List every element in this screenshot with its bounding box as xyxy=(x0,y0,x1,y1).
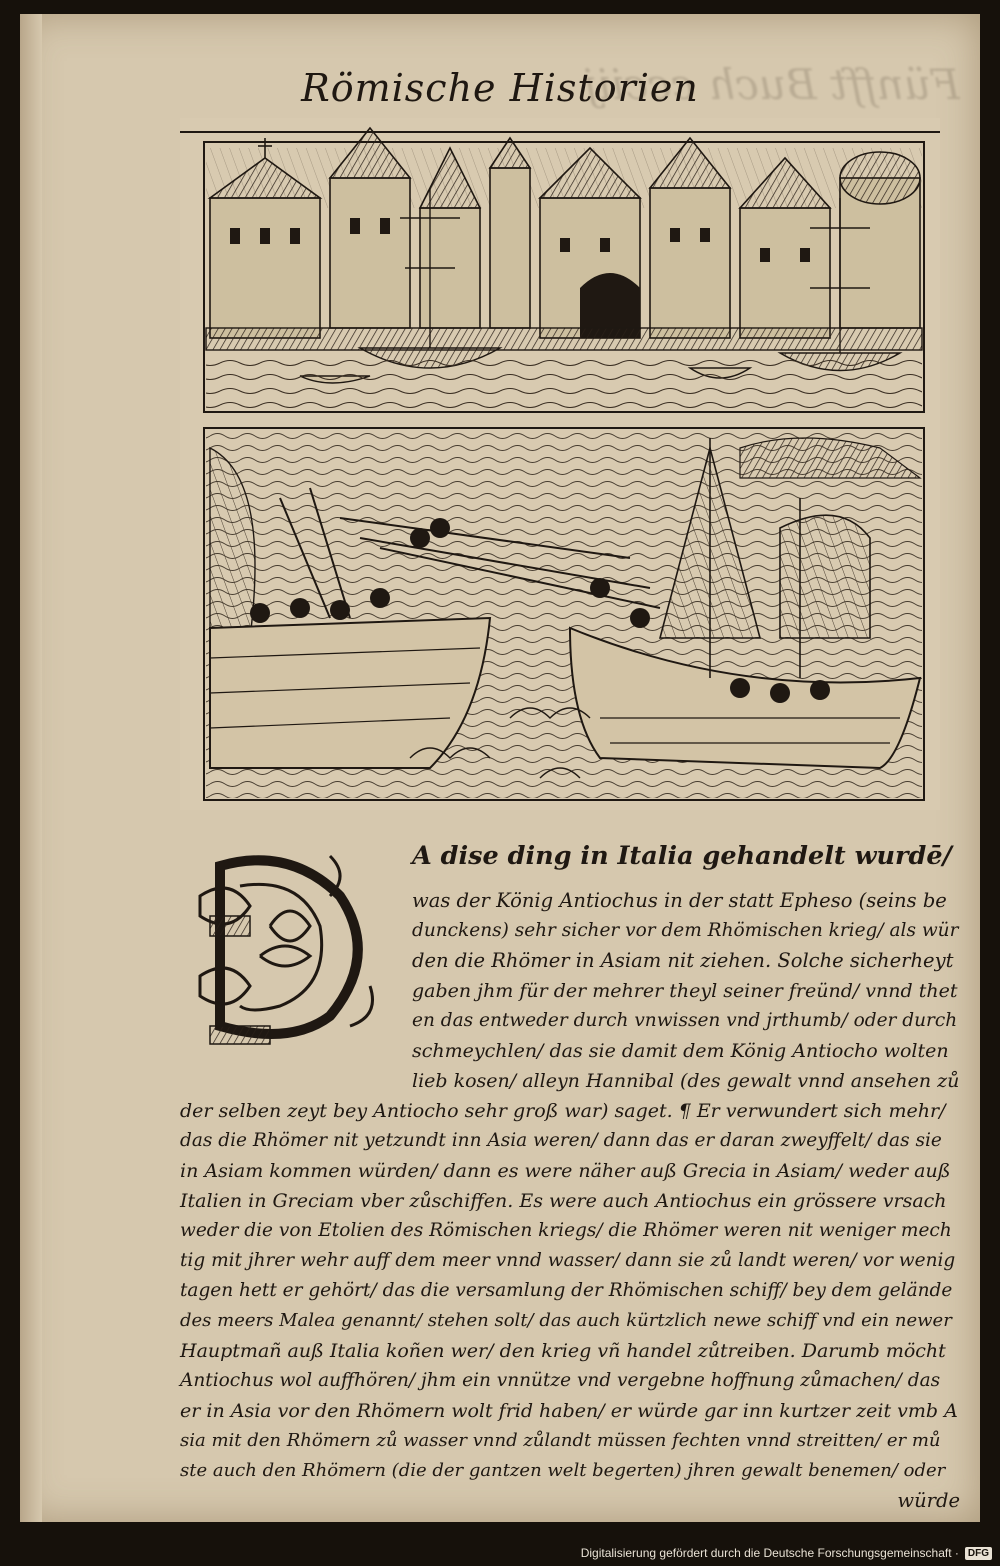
text-line: en das entweder durch vnwissen vnd jrthumb/ oder durch xyxy=(412,1010,958,1031)
text-line: tig mit jhrer wehr auff dem meer vnnd wasser/ dann sie zů landt weren/ vor wenig xyxy=(180,1250,956,1271)
text-line: ste auch den Rhömern (die der gantzen welt begerten) jhren gewalt benemen/ oder xyxy=(180,1460,946,1481)
credit-text: Digitalisierung gefördert durch die Deutsche Forschungsgemeinschaft · xyxy=(580,1546,959,1560)
page-gutter-shadow xyxy=(20,14,42,1522)
text-line: den die Rhömer in Asiam nit ziehen. Solche sicherheyt xyxy=(412,949,954,972)
bleed-through-text: Fünfft Buch ccciij xyxy=(584,60,960,109)
text-line: der selben zeyt bey Antiocho sehr groß war) saget. ¶ Er verwundert sich mehr/ xyxy=(180,1100,946,1122)
text-line: Hauptmañ auß Italia koñen wer/ den krieg vñ handel zůtreiben. Darumb möcht xyxy=(180,1340,946,1362)
book-page xyxy=(20,14,980,1522)
text-line: lieb kosen/ alleyn Hannibal (des gewalt vnnd ansehen zů xyxy=(412,1070,960,1092)
running-title: Römische Historien xyxy=(301,66,699,110)
text-line: er in Asia vor den Rhömern wolt frid haben/ er würde gar inn kurtzer zeit vmb A xyxy=(180,1400,958,1422)
text-line: dunckens) sehr sicher vor dem Rhömischen krieg/ als wür xyxy=(412,920,959,941)
text-line: schmeychlen/ das sie damit dem König Antiocho wolten xyxy=(412,1040,949,1062)
text-line: tagen hett er gehört/ das die versamlung der Rhömischen schiff/ bey dem gelände xyxy=(180,1280,953,1301)
text-line: was der König Antiochus in der statt Epheso (seins be xyxy=(412,889,947,912)
woodcut-illustration xyxy=(180,118,940,810)
digitization-credit xyxy=(581,1546,992,1560)
text-line: das die Rhömer nit yetzundt inn Asia weren/ dann das er daran zweyffelt/ das sie xyxy=(180,1130,942,1151)
text-line: weder die von Etolien des Römischen kriegs/ die Rhömer weren nit weniger mech xyxy=(180,1220,952,1241)
text-line: gaben jhm für der mehrer theyl seiner freünd/ vnnd thet xyxy=(412,980,958,1002)
text-line: Antiochus wol auffhören/ jhm ein vnnütze vnd vergebne hoffnung zůmachen/ das xyxy=(180,1370,941,1391)
harbor-city-panel xyxy=(204,128,924,412)
catchword: würde xyxy=(897,1489,960,1512)
naval-battle-panel xyxy=(204,428,924,800)
text-line: A dise ding in Italia gehandelt wurdē/ xyxy=(412,841,952,871)
text-line: Italien in Greciam vber zůschiffen. Es were auch Antiochus ein grössere vrsach xyxy=(180,1190,947,1212)
text-line: des meers Malea genannt/ stehen solt/ das auch kürtzlich newe schiff vnd ein newer xyxy=(180,1310,952,1331)
text-line: sia mit den Rhömern zů wasser vnnd zůlandt müssen fechten vnnd streitten/ er mů xyxy=(180,1430,941,1451)
decorated-initial-letter xyxy=(180,836,398,1054)
dfg-logo-icon: DFG xyxy=(965,1547,992,1560)
text-line: in Asiam kommen würden/ dann es were näher auß Grecia in Asiam/ weder auß xyxy=(180,1160,951,1182)
